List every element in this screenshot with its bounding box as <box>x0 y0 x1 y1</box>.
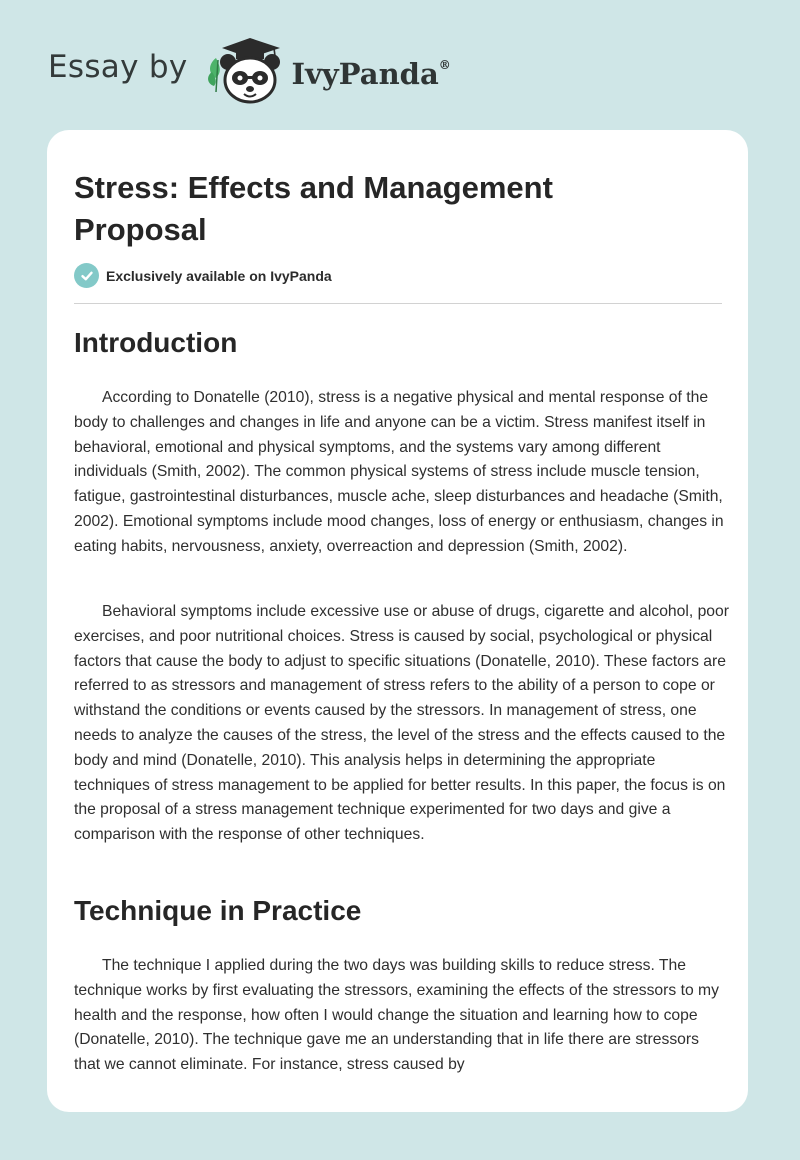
essay-title: Stress: Effects and Management Proposal <box>74 170 553 247</box>
paragraph: The technique I applied during the two days was building skills to reduce stress. The technique works by first evaluating the stressors, examining the effects of the stressors to my health and the response, how often I would change the situation and learning how to cope (Donatelle, 2010). The technique gave me an understanding that in life there are stressors that we cannot eliminate. For instance, stress caused by <box>74 957 719 1074</box>
paragraph: According to Donatelle (2010), stress is a negative physical and mental response of the body to challenges and changes in life and anyone can be a victim. Stress manifest itself in behavioral, emotional and physical symptoms, and the systems vary among different individuals (Smith, 2002). The common physical systems of stress include muscle tension, fatigue, gastrointestinal disturbances, muscle ache, sleep disturbances and headache (Smith, 2002). Emotional symptoms include mood changes, loss of energy or enthusiasm, changes in eating habits, nervousness, anxiety, overreaction and depression (Smith, 2002). <box>74 389 724 555</box>
panda-logo-icon <box>202 34 290 106</box>
brand-prefix: Essay by <box>48 49 188 85</box>
paragraph: Behavioral symptoms include excessive use or abuse of drugs, cigarette and alcohol, poor exercises, and poor nutritional choices. Stress is caused by social, psychological or physical factors that cause the body to adjust to specific situations (Donatelle, 2010). These factors are referred to as stressors and management of stress refers to the ability of a person to cope or withstand the conditions or events caused by the stressors. In management of stress, one needs to analyze the causes of the stress, the level of the stress and the effects caused to the body and mind (Donatelle, 2010). This analysis helps in determining the appropriate techniques of stress management to be applied for better results. In this paper, the focus is on the proposal of a stress management technique experimented for two days and give a comparison with the response of other techniques. <box>74 603 729 844</box>
exclusive-badge-label: Exclusively available on IvyPanda <box>106 267 332 284</box>
section-heading-technique: Technique in Practice <box>74 895 362 926</box>
check-circle-icon <box>74 263 99 288</box>
registered-mark: ® <box>438 58 451 73</box>
divider <box>74 303 722 304</box>
brand-header[interactable] <box>48 34 451 106</box>
exclusive-badge <box>74 263 332 288</box>
brand-name: IvyPanda® <box>291 57 451 91</box>
section-heading-introduction: Introduction <box>74 327 238 358</box>
essay-card <box>47 130 748 1112</box>
